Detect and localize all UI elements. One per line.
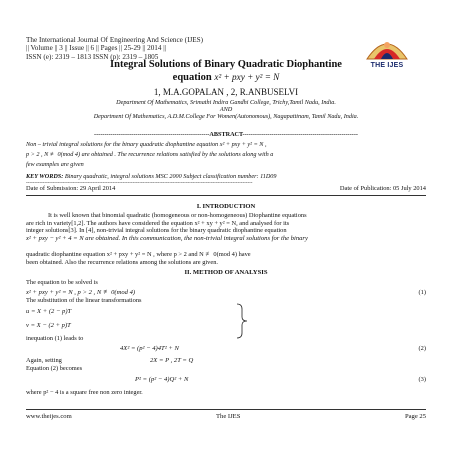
submission-date: Date of Submission: 29 April 2014 <box>26 185 116 192</box>
leads-to-text: inequation (1) leads to <box>26 335 84 342</box>
footer-journal: The IJES <box>216 413 241 420</box>
equation-2-becomes-text: Equation (2) becomes <box>26 365 83 372</box>
publication-date: Date of Publication: 05 July 2014 <box>339 185 426 192</box>
abstract-line: p > 2 , N ≢ 0(mod 4) are obtained . The recurrence relations satisfied by the solutions along with a <box>26 151 274 158</box>
intro-line: been obtained. Also the recurrence relations among the solutions are given. <box>26 258 219 266</box>
footer-page-number: Page 25 <box>404 413 426 420</box>
intro-paragraph <box>26 212 426 242</box>
journal-header <box>26 36 376 61</box>
abstract-heading: --------------------------------------------------------ABSTRACT-------------------------------------------------------- <box>94 131 358 138</box>
paper-title-line2 <box>26 72 426 83</box>
paper-title-word: equation <box>172 72 212 83</box>
section-1-heading: I. INTRODUCTION <box>196 203 256 210</box>
volume-line: || Volume || 3 || Issue || 6 || Pages || 25-29 || 2014 || <box>26 44 167 53</box>
intro-line: It is well known that binomial quadratic (homogeneous or non-homogeneous) Diophantine equations <box>48 212 307 219</box>
logo-text: THE IJES <box>370 62 404 69</box>
equation-u: u = X + (2 − p)T <box>26 308 72 315</box>
abstract-line: few examples are given <box>26 161 84 168</box>
equation-3-number: (3) <box>418 376 426 383</box>
where-text: where p² − 4 is a square free non zero integer. <box>26 389 143 396</box>
equation-2-number: (2) <box>418 345 426 352</box>
issn-line: ISSN (e): 2319 – 1813 ISSN (p): 2319 – 1805 <box>26 52 159 61</box>
abstract-line: Non – trivial integral solutions for the binary quadratic diophantine equation x² + pxy + y² = N , <box>26 141 267 148</box>
substitution-text: The substitution of the linear transformations <box>26 297 142 304</box>
section-2-heading: II. METHOD OF ANALYSIS <box>184 269 268 276</box>
paper-title-equation: x² + pxy + y² = N <box>214 72 280 82</box>
keywords-text: Binary quadratic, integral solutions MSC 2000 Subject classification number: 11D09 <box>63 173 277 180</box>
affiliation-2: Department Of Mathematics, A.D.M.College For Women(Autonomous), Nagapattinam, Tamil Nadu, India. <box>93 113 359 120</box>
paper-title-line1: Integral Solutions of Binary Quadratic Diophantine <box>110 59 342 70</box>
keywords <box>26 173 426 180</box>
equation-1-number: (1) <box>418 289 426 296</box>
intro-line: integer solutions[3]. In [4], non-trivial integral solutions for the binary quadratic diophantine equation <box>26 227 287 235</box>
right-brace-icon <box>235 303 249 339</box>
keywords-label: KEY WORDS: <box>26 173 64 180</box>
intro-paragraph-2 <box>26 251 426 266</box>
intro-line: x² + pxy − y² + 4 = N are obtained. In this communication, the non-trivial integral solutions for the binary <box>26 234 308 242</box>
equation-v: v = X − (2 + p)T <box>26 322 71 329</box>
affiliation-and: AND <box>219 106 233 113</box>
equation-1: x² + pxy + y² = N , p > 2 , N ≢ 0(mod 4) <box>26 289 136 296</box>
method-intro: The equation to be solved is <box>26 279 98 286</box>
footer-rule <box>26 409 426 410</box>
equation-setting: 2X = P , 2T = Q <box>150 357 194 364</box>
journal-name: The International Journal Of Engineering And Science (IJES) <box>26 36 204 44</box>
dates-divider: ---------------------------------------------------------------------------------------------------------------------------------------- <box>26 181 253 186</box>
paper-authors: 1, M.A.GOPALAN , 2, R.ANBUSELVI <box>153 87 299 97</box>
equation-2: 4X² = (p² − 4)4T² + N <box>120 345 179 352</box>
again-setting-text: Again, setting <box>26 357 62 364</box>
equation-3: P² = (p² − 4)Q² + N <box>135 376 189 383</box>
abstract-body <box>26 140 426 170</box>
intro-line: quadratic diophantine equation x² + pxy + y² = N , where p > 2 and N ≢ 0(mod 4) have <box>26 251 251 258</box>
intro-line: are rich in variety[1,2]. The authors have considered the equation x² + xy + y² = N, and analysed for its <box>26 219 290 227</box>
divider-line <box>26 195 426 196</box>
affiliation-1: Department Of Mathematics, Srimathi Indira Gandhi College, Trichy,Tamil Nadu, India. <box>116 99 336 106</box>
footer-website-link[interactable]: www.theijes.com <box>26 413 72 420</box>
